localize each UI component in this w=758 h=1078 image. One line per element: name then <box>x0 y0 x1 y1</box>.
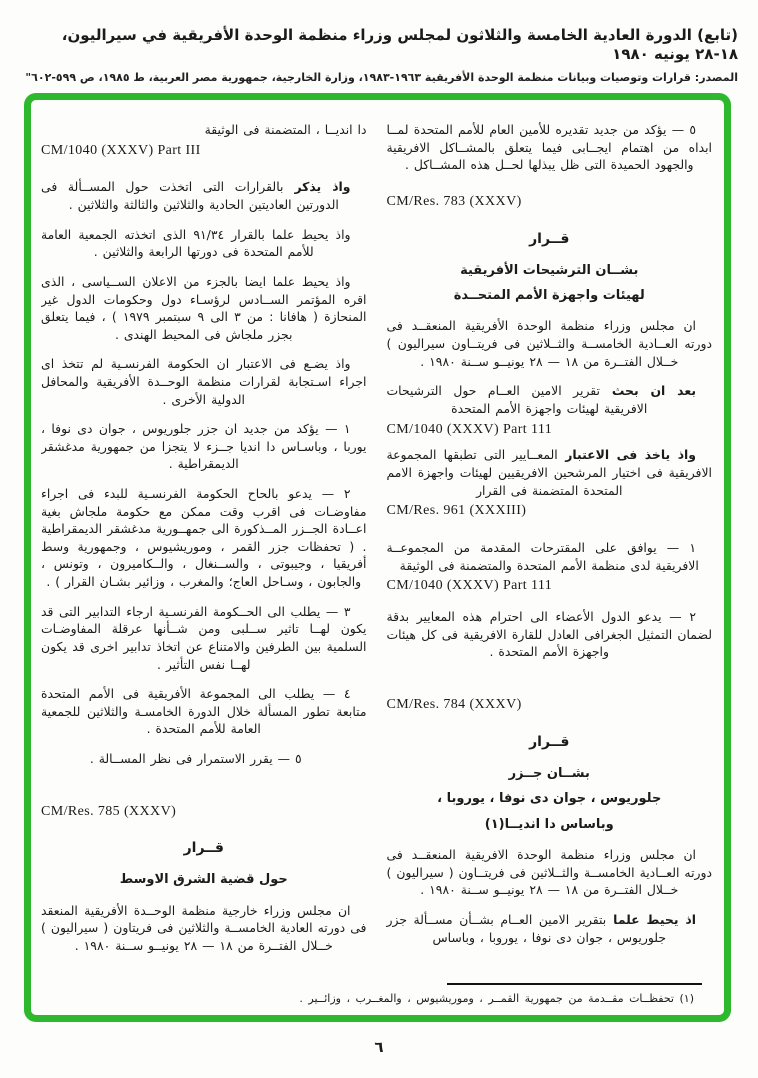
paragraph: ١ — يوافق على المقترحات المقدمة من المجموعــة الافريقية لدى منظمة الأمم المتحدة والمتضمنة فى الوثيقة <box>386 540 699 573</box>
resolution-subheading: بشــان الترشيحات الأفريقية <box>460 262 639 278</box>
page-number: ٦ <box>374 1038 384 1056</box>
paragraph-lead: بعد ان بحث <box>600 383 696 399</box>
paragraph-lead: واذ يذكر <box>283 179 351 195</box>
frame-inner <box>31 100 724 1015</box>
resolution-heading: قــرار <box>529 733 570 750</box>
paragraph: ٢ — يدعو الدول الأعضاء الى احترام هذه المعايير بدقة لضمان التمثيل الجغرافى العادل للقارة الافريقية فى كل هيئات واجهزة الأمم المتحدة . <box>386 609 712 660</box>
resolution-subheading: لهيئات واجهزة الأمم المتحــدة <box>453 288 645 304</box>
paragraph: بعد ان بحث تقرير الامين العــام حول الترشيحات الافريقية لهيئات واجهزة الأمم المتحدة <box>386 383 696 416</box>
paragraph: ان مجلس وزراء منظمة الوحدة الافريقية المنعقــد فى دورته العــادية الخامســة والثــلاثين فى فريتــاون ( سيراليون ) خــلال الفتــرة من ١٨ — ٢٨ يونيــو ســنة ١٩٨٠ . <box>386 847 712 898</box>
paragraph: ٥ — يقرر الاستمرار فى نظر المســالة . <box>89 750 302 766</box>
paragraph: ٣ — يطلب الى الحــكومة الفرنسـية ارجاء التدابير التى قد يكون لهــا تاثير ســلبى ومن شــأنها عرقلة المفاوضـات السلمية بين الطرفين والامتناع عن اتخاذ تدابير اخرى قد يكون لهــا نفس التأثير . <box>41 603 367 672</box>
paragraph: اذ يحيط علما بتقرير الامين العــام بشــأن مســألة جزر جلوريوس ، جوان دى نوفا ، يوروبا ، وباساس <box>386 911 696 945</box>
paragraph: واذ يحيط علما ايضا بالجزء من الاعلان الســياسى ، الذى اقره المؤتمر الســادس لرؤسـاء دول وحكومات الدول غير المنحازة ( هافانا : من ٣ الى ٩ سبتمبر ١٩٧٩ ) ، فيما يتعلق بجزر ملجاش فى المحيط الهندى . <box>41 273 367 342</box>
resolution-reference: CM/1040 (XXXV) Part 111 <box>386 578 553 594</box>
paragraph: واذ يذكر بالقرارات التى اتخذت حول المســألة فى الدورتين العاديتين الحادية والثلاثين والثالثة والثلاثين . <box>41 179 351 213</box>
paragraph: ان مجلس وزراء منظمة الوحدة الأفريقية المنعقــد فى دورته العــادية الخامســة والثــلاثين فى فريتــاون سيراليون ) خــلال الفتــرة من ١٨ — ٢٨ يونيــو ســنة ١٩٨٠ . <box>386 318 712 369</box>
resolution-subheading: حول قضية الشرق الاوسط <box>119 872 288 888</box>
paragraph: ٥ — يؤكد من جديد تقديره للأمين العام للأمم المتحدة لمــا ابداه من اهتمام ايجــابى فيما يتعلق بالمشــاكل الافريقية والجهود الحميدة التى ظل يبذلها لحــل هذه المشــاكل . <box>386 122 712 173</box>
footnote-area <box>43 983 710 1005</box>
footnote-text: (١) تحفظــات مقــدمة من جمهورية القمــر ، وموريشيوس ، والمغــرب ، وزائــير . <box>299 992 694 1005</box>
source-citation-line: المصدر: قرارات وتوصيات وبيانات منظمة الوحدة الأفريقية ١٩٦٣-١٩٨٣، وزارة الخارجية، جمهورية مصر العربية، ط ١٩٨٥، ص ٥٩٩-٦٠٢" <box>25 70 738 84</box>
resolution-reference: CM/Res. 783 (XXXV) <box>386 193 522 209</box>
content-frame <box>24 93 731 1022</box>
resolution-reference: CM/1040 (XXXV) Part III <box>41 142 201 158</box>
two-column-text <box>41 110 712 970</box>
resolution-reference: CM/Res. 785 (XXXV) <box>41 803 177 819</box>
paragraph: ٢ — يدعو بالحاح الحكومة الفرنسـية للبدء فى اجراء مفاوضـات فى اقرب وقت ممكن مع حكومة ملجاش بغية اعــادة الجــزر المــذكورة الى جمهــورية مدغشقر الديمقراطية . ( تحفظات جزر القمر ، وموريشيوس ، وجمهورية وسط أفريقيا ، وجيبوتى ، والســنغال ، والــكاميرون ، وتونس ، والجابون ، وسـاحل العاج؛ والمغرب ، وزائير بشـان القرار ) . <box>41 486 367 590</box>
paragraph: واذ يضـع فى الاعتبار ان الحكومة الفرنسـية لم تتخذ اى اجراء اسـتجابة لقرارات منظمة الوحــدة الأفريقية والمحافل الدولية الأخرى . <box>41 356 367 407</box>
paragraph: ٤ — يطلب الى المجموعة الأفريقية فى الأمم المتحدة متابعة تطور المسألة خلال الدورة الخامسـة والثلاثين للجمعية العامة للأمم المتحدة . <box>41 686 367 737</box>
paragraph: ان مجلس وزراء خارجية منظمة الوحــدة الأفريقية المنعقد فى دورته العادية الخامســة والثلاثين فى فريتاون ( سيراليون ) خــلال الفتــرة من ١٨ — ٢٨ يونيــو ســنة ١٩٨٠ . <box>41 902 367 953</box>
paragraph-lead: اذ يحيط علما <box>606 911 696 927</box>
footnote-separator <box>447 983 702 985</box>
resolution-reference: CM/Res. 784 (XXXV) <box>386 697 522 713</box>
resolution-reference: CM/Res. 961 (XXXIII) <box>386 503 527 519</box>
session-title-line: (تابع) الدورة العادية الخامسة والثلاثون لمجلس وزراء منظمة الوحدة الأفريقية في سيراليون، ١٨-٢٨ يونيه ١٩٨٠ <box>61 26 738 63</box>
paragraph-lead: واذ ياخذ فى الاعتبار <box>557 447 696 463</box>
paragraph: دا انديــا ، المتضمنة فى الوثيقة <box>204 122 367 137</box>
paragraph: واذ ياخذ فى الاعتبار المعــايير التى تطبقها المجموعة الافريقية فى اختيار المرشحين الافريقيين لهيئات واجهزة الامم المتحدة المتضمنة فى القرار <box>386 447 712 498</box>
right-column <box>387 110 713 970</box>
resolution-subheading: جلوريوس ، جوان دى نوفا ، يوروبا ، <box>437 791 662 807</box>
page-header <box>16 26 738 84</box>
paragraph: ١ — يؤكد من جديد ان جزر جلوريوس ، جوان دى نوفا ، يوربا ، وباسـاس دا انديا جــزء لا يتجزا من جمهورية مدغشقر الديمقراطية . <box>41 421 367 472</box>
paragraph: واذ يحيط علما بالقرار ٩١/٣٤ الذى اتخذته الجمعية العامة للأمم المتحدة فى دورتها الرابعة والثلاثين . <box>41 226 351 260</box>
left-column <box>41 110 367 970</box>
resolution-heading: قــرار <box>529 230 570 247</box>
resolution-subheading: بشــان جــزر <box>508 765 590 781</box>
resolution-reference: CM/1040 (XXXV) Part 111 <box>386 421 553 437</box>
resolution-heading: قــرار <box>183 840 224 857</box>
resolution-subheading: وباساس دا انديــا(١) <box>484 816 614 832</box>
